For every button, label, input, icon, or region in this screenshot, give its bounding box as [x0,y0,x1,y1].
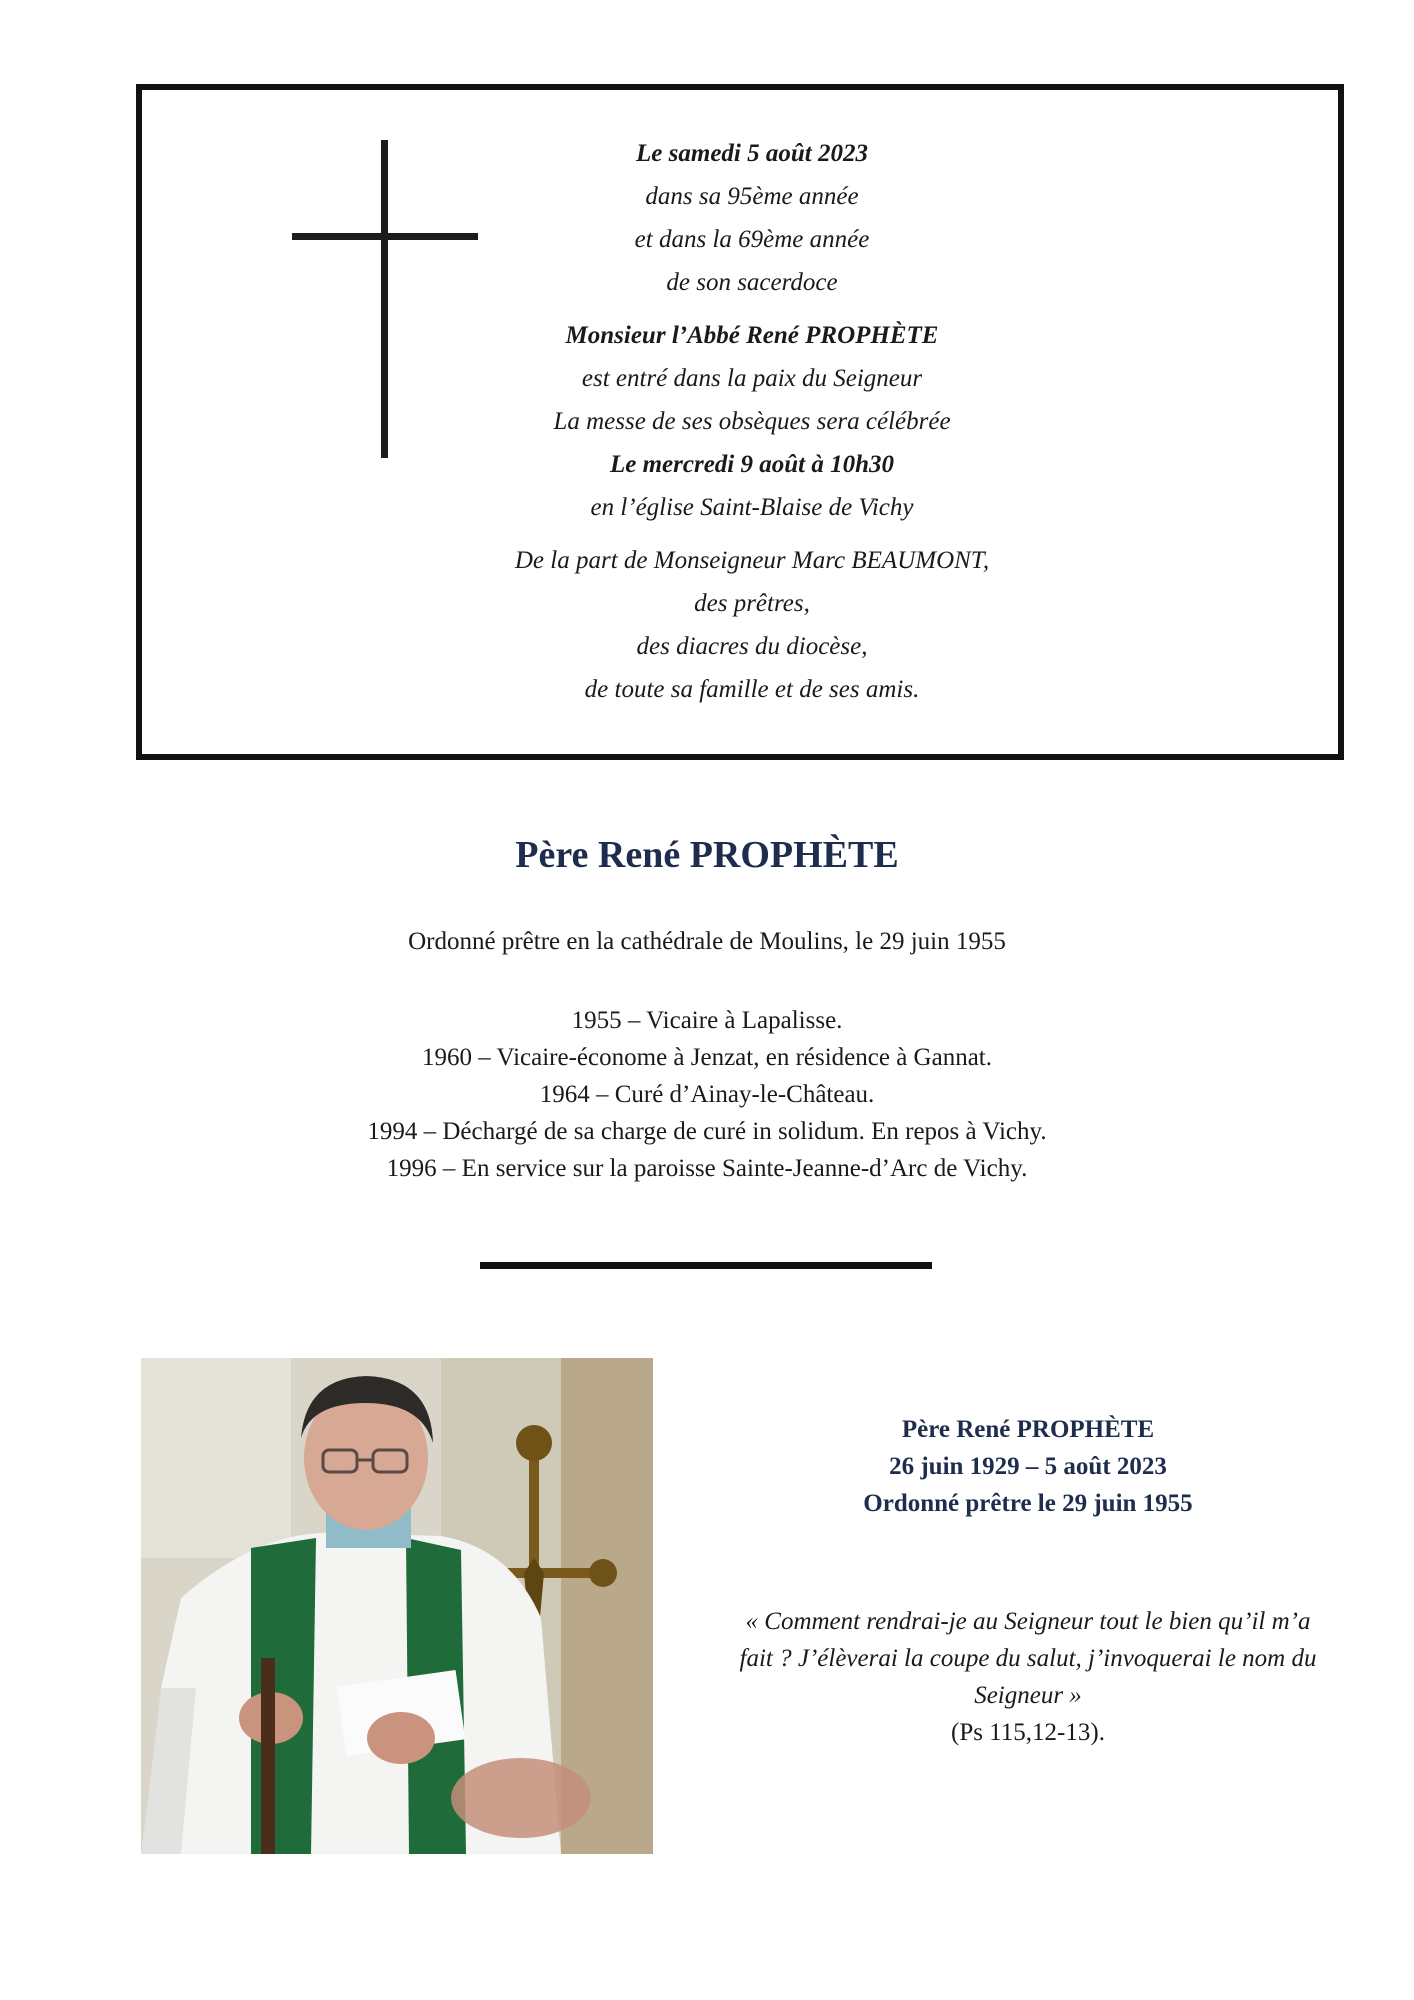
notice-from-line: De la part de Monseigneur Marc BEAUMONT, [514,547,990,574]
memorial-name: Père René PROPHÈTE [901,1416,1155,1443]
notice-entered: est entré dans la paix du Seigneur [581,365,923,392]
quote-line: fait ? J’élèverai la coupe du salut, j’invoquerai le nom du [739,1645,1317,1672]
notice-age-line: dans sa 95ème année [645,183,859,210]
career-item: 1955 – Vicaire à Lapalisse. [571,1007,843,1034]
psalm-quote [688,1603,1368,1751]
death-notice-box [136,84,1344,760]
priest-photo [141,1358,653,1854]
notice-date: Le samedi 5 août 2023 [636,140,868,167]
notice-age-line: de son sacerdoce [666,269,838,296]
notice-text [402,132,1102,711]
section-divider [480,1262,932,1269]
quote-reference: (Ps 115,12-13). [951,1719,1105,1746]
career-list [0,1002,1414,1187]
memorial-ordained: Ordonné prêtre le 29 juin 1955 [863,1490,1193,1517]
notice-name: Monsieur l’Abbé René PROPHÈTE [565,322,939,349]
career-item: 1994 – Déchargé de sa charge de curé in solidum. En repos à Vichy. [367,1118,1047,1145]
notice-from-line: des diacres du diocèse, [636,633,868,660]
quote-line: « Comment rendrai-je au Seigneur tout le bien qu’il m’a [745,1608,1311,1635]
career-item: 1964 – Curé d’Ainay-le-Château. [539,1081,875,1108]
notice-from-line: de toute sa famille et de ses amis. [584,676,920,703]
bio-title: Père René PROPHÈTE [515,834,899,876]
notice-age-line: et dans la 69ème année [634,226,870,253]
memorial-dates: 26 juin 1929 – 5 août 2023 [889,1453,1167,1480]
bio-ordination: Ordonné prêtre en la cathédrale de Moulins, le 29 juin 1955 [408,928,1006,955]
notice-mass: La messe de ses obsèques sera célébrée [553,408,951,435]
memorial-info [688,1411,1368,1522]
notice-from-line: des prêtres, [694,590,810,617]
career-item: 1996 – En service sur la paroisse Sainte-Jeanne-d’Arc de Vichy. [386,1155,1028,1182]
notice-mass-date: Le mercredi 9 août à 10h30 [609,451,894,478]
career-item: 1960 – Vicaire-économe à Jenzat, en résidence à Gannat. [422,1044,992,1071]
quote-line: Seigneur » [974,1682,1082,1709]
notice-church: en l’église Saint-Blaise de Vichy [590,494,914,521]
